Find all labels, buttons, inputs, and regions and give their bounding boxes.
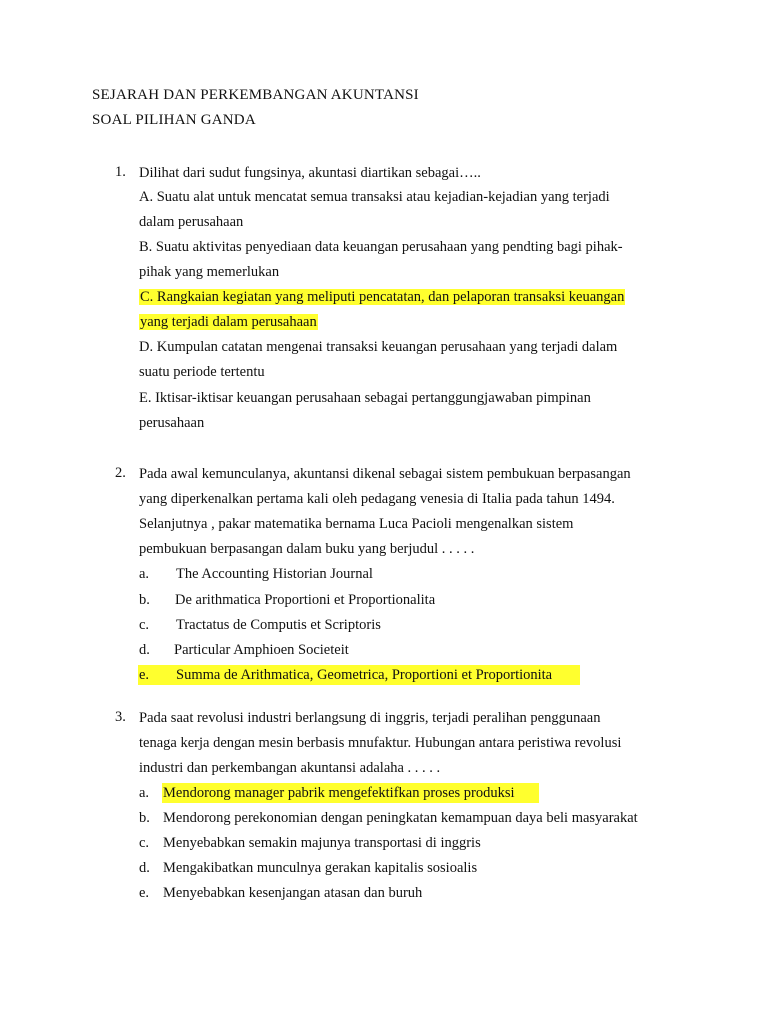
question-text-line: tenaga kerja dengan mesin berbasis mnufaktur. Hubungan antara peristiwa revolusi bbox=[139, 735, 622, 751]
option-text: Tractatus de Computis et Scriptoris bbox=[176, 617, 381, 633]
option-letter: e. bbox=[139, 667, 150, 683]
option-c-line-1 bbox=[139, 288, 625, 307]
option-a-line-1: A. Suatu alat untuk mencatat semua transaksi atau kejadian-kejadian yang terjadi bbox=[139, 189, 610, 205]
document-subtitle: SOAL PILIHAN GANDA bbox=[92, 112, 256, 128]
option-e-line-1: E. Iktisar-iktisar keuangan perusahaan sebagai pertanggungjawaban pimpinan bbox=[139, 390, 591, 406]
question-text-line: Selanjutnya , pakar matematika bernama Luca Pacioli mengenalkan sistem bbox=[139, 516, 574, 532]
answer-highlight: yang terjadi dalam perusahaan bbox=[140, 314, 317, 330]
option-e-line-2: perusahaan bbox=[139, 415, 205, 431]
question-text-line: pembukuan berpasangan dalam buku yang berjudul . . . . . bbox=[139, 541, 475, 557]
option-text: Mendorong perekonomian dengan peningkatan kemampuan daya beli masyarakat bbox=[163, 810, 638, 826]
answer-highlight: C. Rangkaian kegiatan yang meliputi pencatatan, dan pelaporan transaksi keuangan bbox=[140, 289, 625, 305]
option-d-line-1: D. Kumpulan catatan mengenai transaksi keuangan perusahaan yang terjadi dalam bbox=[139, 339, 618, 355]
option-letter: d. bbox=[139, 860, 150, 876]
option-d-line-2: suatu periode tertentu bbox=[139, 364, 265, 380]
option-a-line-2: dalam perusahaan bbox=[139, 214, 244, 230]
option-text: Summa de Arithmatica, Geometrica, Proportioni et Proportionita bbox=[176, 667, 553, 683]
question-number: 3. bbox=[115, 709, 126, 725]
question-text-line: yang diperkenalkan pertama kali oleh pedagang venesia di Italia pada tahun 1494. bbox=[139, 491, 615, 507]
option-letter: e. bbox=[139, 885, 150, 901]
question-text-line: industri dan perkembangan akuntansi adalaha . . . . . bbox=[139, 760, 441, 776]
question-number: 2. bbox=[115, 465, 126, 481]
question-text-line: Dilihat dari sudut fungsinya, akuntasi diartikan sebagai….. bbox=[139, 165, 481, 181]
option-text: Particular Amphioen Societeit bbox=[174, 642, 349, 658]
question-text-line: Pada saat revolusi industri berlangsung di inggris, terjadi peralihan penggunaan bbox=[139, 710, 601, 726]
option-letter: a. bbox=[139, 566, 150, 582]
question-text-line: Pada awal kemunculanya, akuntansi dikenal sebagai sistem pembukuan berpasangan bbox=[139, 466, 631, 482]
option-text: Mendorong manager pabrik mengefektifkan proses produksi bbox=[163, 785, 515, 801]
option-letter: a. bbox=[139, 785, 150, 801]
option-b-line-1: B. Suatu aktivitas penyediaan data keuangan perusahaan yang pendting bagi pihak- bbox=[139, 239, 623, 255]
option-b-line-2: pihak yang memerlukan bbox=[139, 264, 280, 280]
option-text: De arithmatica Proportioni et Proportionalita bbox=[175, 592, 436, 608]
option-letter: c. bbox=[139, 835, 150, 851]
option-letter: c. bbox=[139, 617, 150, 633]
option-text: Mengakibatkan munculnya gerakan kapitalis sosioalis bbox=[163, 860, 478, 876]
option-text: Menyebabkan kesenjangan atasan dan buruh bbox=[163, 885, 423, 901]
document-title: SEJARAH DAN PERKEMBANGAN AKUNTANSI bbox=[92, 87, 419, 103]
option-letter: d. bbox=[139, 642, 150, 658]
question-number: 1. bbox=[115, 164, 126, 180]
option-text: The Accounting Historian Journal bbox=[176, 566, 373, 582]
option-text: Menyebabkan semakin majunya transportasi di inggris bbox=[163, 835, 481, 851]
option-c-line-2 bbox=[139, 313, 318, 332]
option-letter: b. bbox=[139, 592, 150, 608]
option-letter: b. bbox=[139, 810, 150, 826]
